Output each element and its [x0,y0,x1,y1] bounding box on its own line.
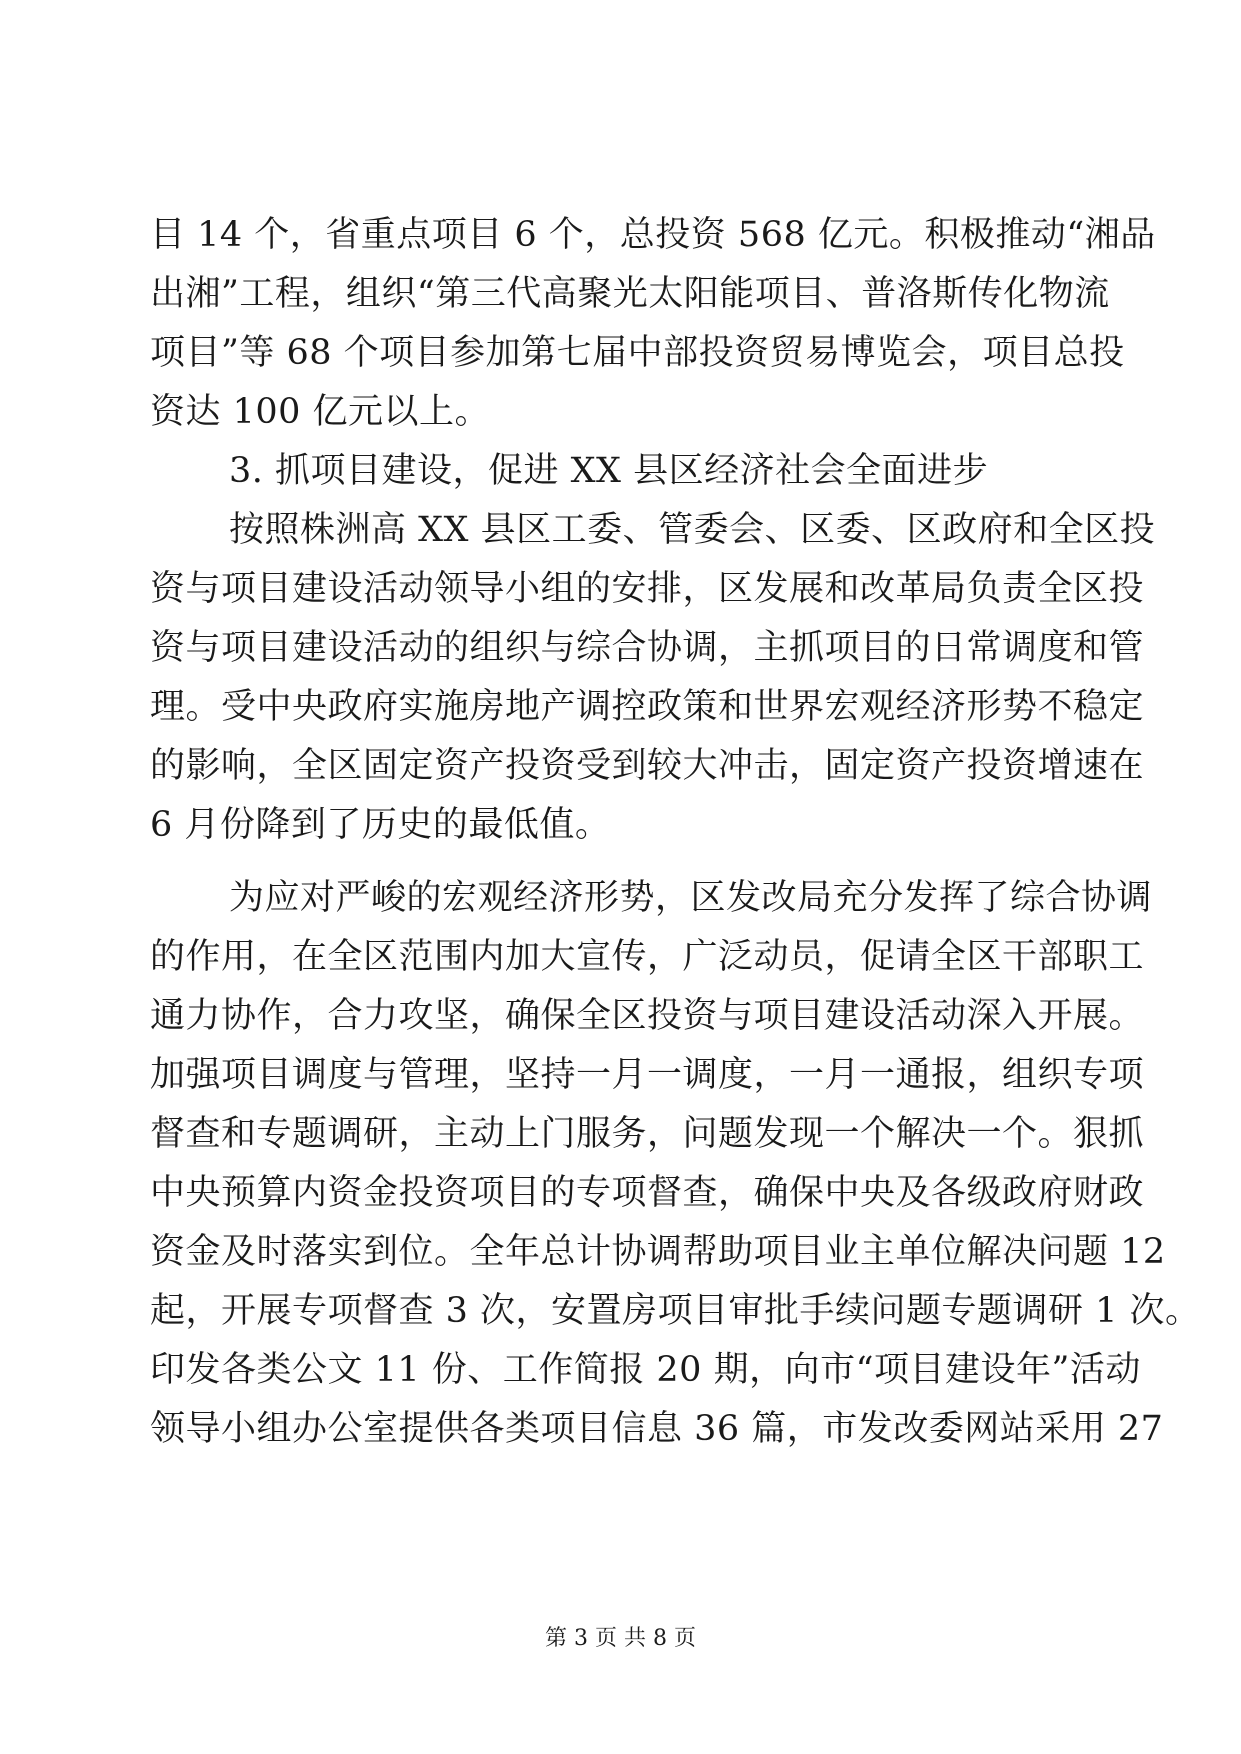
page-number-footer: 第 3 页 共 8 页 [545,1626,696,1651]
text-line: 资金及时落实到位。全年总计协调帮助项目业主单位解决问题 12 [150,1232,1166,1272]
text-line: 为应对严峻的宏观经济形势，区发改局充分发挥了综合协调 [229,878,1153,918]
text-line: 印发各类公文 11 份、工作简报 20 期，向市“项目建设年”活动 [150,1350,1141,1390]
text-line: 理。受中央政府实施房地产调控政策和世界宏观经济形势不稳定 [150,687,1145,727]
text-line: 按照株洲高 XX 县区工委、管委会、区委、区政府和全区投 [229,510,1156,550]
text-line: 资与项目建设活动领导小组的安排，区发展和改革局负责全区投 [150,569,1145,609]
text-line: 目 14 个，省重点项目 6 个，总投资 568 亿元。积极推动“湘品 [150,215,1156,255]
text-line: 资与项目建设活动的组织与综合协调，主抓项目的日常调度和管 [150,628,1145,668]
text-line: 加强项目调度与管理，坚持一月一调度，一月一通报，组织专项 [150,1055,1145,1095]
text-line: 起，开展专项督查 3 次，安置房项目审批手续问题专题调研 1 次。 [150,1291,1201,1331]
text-line: 的作用，在全区范围内加大宣传，广泛动员，促请全区干部职工 [150,937,1145,977]
text-line: 6 月份降到了历史的最低值。 [150,805,611,845]
text-line: 项目”等 68 个项目参加第七届中部投资贸易博览会，项目总投 [150,333,1125,373]
text-line: 督查和专题调研，主动上门服务，问题发现一个解决一个。狠抓 [150,1114,1145,1154]
text-line: 中央预算内资金投资项目的专项督查，确保中央及各级政府财政 [150,1173,1145,1213]
section-heading: 3. 抓项目建设，促进 XX 县区经济社会全面进步 [229,451,989,491]
text-line: 通力协作，合力攻坚，确保全区投资与项目建设活动深入开展。 [150,996,1145,1036]
text-line: 的影响，全区固定资产投资受到较大冲击，固定资产投资增速在 [150,746,1145,786]
text-line: 出湘”工程，组织“第三代高聚光太阳能项目、普洛斯传化物流 [150,274,1110,314]
text-line: 资达 100 亿元以上。 [150,392,491,432]
text-line: 领导小组办公室提供各类项目信息 36 篇，市发改委网站采用 27 [150,1409,1164,1449]
